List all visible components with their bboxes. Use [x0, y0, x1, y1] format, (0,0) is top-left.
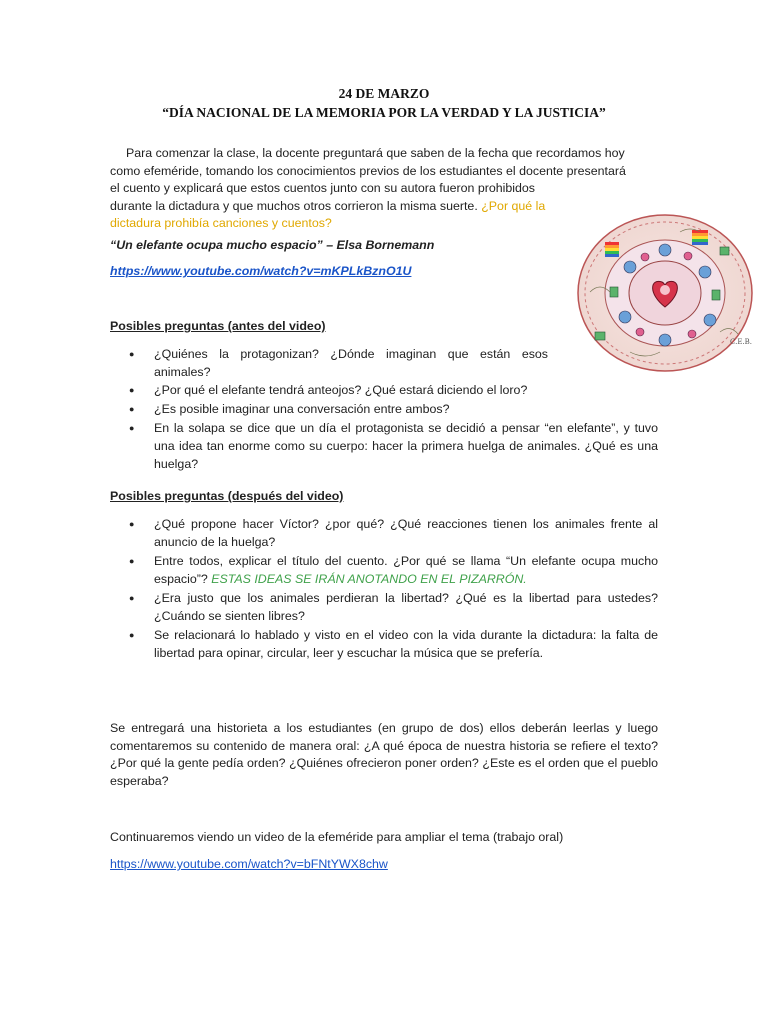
after-video-heading: Posibles preguntas (después del video) — [110, 489, 344, 503]
intro-line: como efeméride, tomando los conocimientos previos de los estudiantes el docente presentará — [110, 163, 626, 178]
intro-question-line: dictadura prohibía canciones y cuentos? — [110, 216, 332, 230]
list-item: ● ¿Era justo que los animales perdieran la libertad? ¿Qué es la libertad para ustedes? ¿Cuándo se sienten libres? — [110, 589, 658, 625]
after-video-list — [110, 515, 658, 663]
story-title: “Un elefante ocupa mucho espacio” – Elsa Bornemann — [110, 238, 435, 252]
list-item: ● Se relacionará lo hablado y visto en el video con la vida durante la dictadura: la falta de libertad para opinar, circular, leer y escuchar la música que se prefería. — [110, 626, 658, 662]
intro-text: durante la dictadura y que muchos otros corrieron la misma suerte. — [110, 198, 478, 213]
intro-line: el cuento y explicará que estos cuentos junto con su autora fueron prohibidos — [110, 181, 535, 195]
list-item — [110, 552, 658, 588]
document-title: “DÍA NACIONAL DE LA MEMORIA POR LA VERDAD Y LA JUSTICIA” — [162, 105, 606, 120]
intro-question: ¿Por qué la — [481, 198, 546, 213]
comic-paragraph: Se entregará una historieta a los estudiantes (en grupo de dos) ellos deberán leerlas y luego comentaremos su contenido de manera oral: ¿A qué época de nuestra historia se refiere el texto? ¿Por qué la gente pedía orden? ¿Quiénes ofrecieron poner orden? ¿Este es el orden que el pueblo esperaba? — [110, 721, 658, 788]
pizarron-note: ESTAS IDEAS SE IRÁN ANOTANDO EN EL PIZARRÓN. — [211, 572, 527, 586]
before-video-list — [110, 345, 548, 382]
story-video-link[interactable]: https://www.youtube.com/watch?v=mKPLkBznO1U — [110, 264, 412, 278]
list-item: ● ¿Qué propone hacer Víctor? ¿por qué? ¿Qué reacciones tienen los animales frente al anuncio de la huelga? — [110, 515, 658, 551]
list-item: ● ¿Quiénes la protagonizan? ¿Dónde imaginan que están esos animales? — [110, 345, 548, 381]
list-item: ● ¿Por qué el elefante tendrá anteojos? ¿Qué estará diciendo el loro? — [110, 381, 658, 399]
illustration-image — [570, 212, 760, 375]
before-video-heading: Posibles preguntas (antes del video) — [110, 319, 326, 333]
svg-text:C.E.B.: C.E.B. — [730, 338, 753, 346]
date-heading: 24 DE MARZO — [338, 86, 430, 101]
closing-paragraph: Continuaremos viendo un video de la efeméride para ampliar el tema (trabajo oral) — [110, 830, 564, 844]
before-video-list — [110, 381, 658, 474]
list-item: ● En la solapa se dice que un día el protagonista se decidió a pensar “en elefante”, y tuvo una idea tan enorme como su cuerpo: hacer la primera huelga de animales. ¿Qué es una huelga? — [110, 419, 658, 473]
efemeride-video-link[interactable]: https://www.youtube.com/watch?v=bFNtYWX8chw — [110, 857, 388, 871]
list-item: ● ¿Es posible imaginar una conversación entre ambos? — [110, 400, 658, 418]
list-item-text: Entre todos, explicar el título del cuento. ¿Por qué se llama “Un elefante ocupa mucho espacio”? — [154, 554, 658, 586]
intro-line: Para comenzar la clase, la docente preguntará que saben de la fecha que recordamos hoy — [126, 146, 625, 160]
